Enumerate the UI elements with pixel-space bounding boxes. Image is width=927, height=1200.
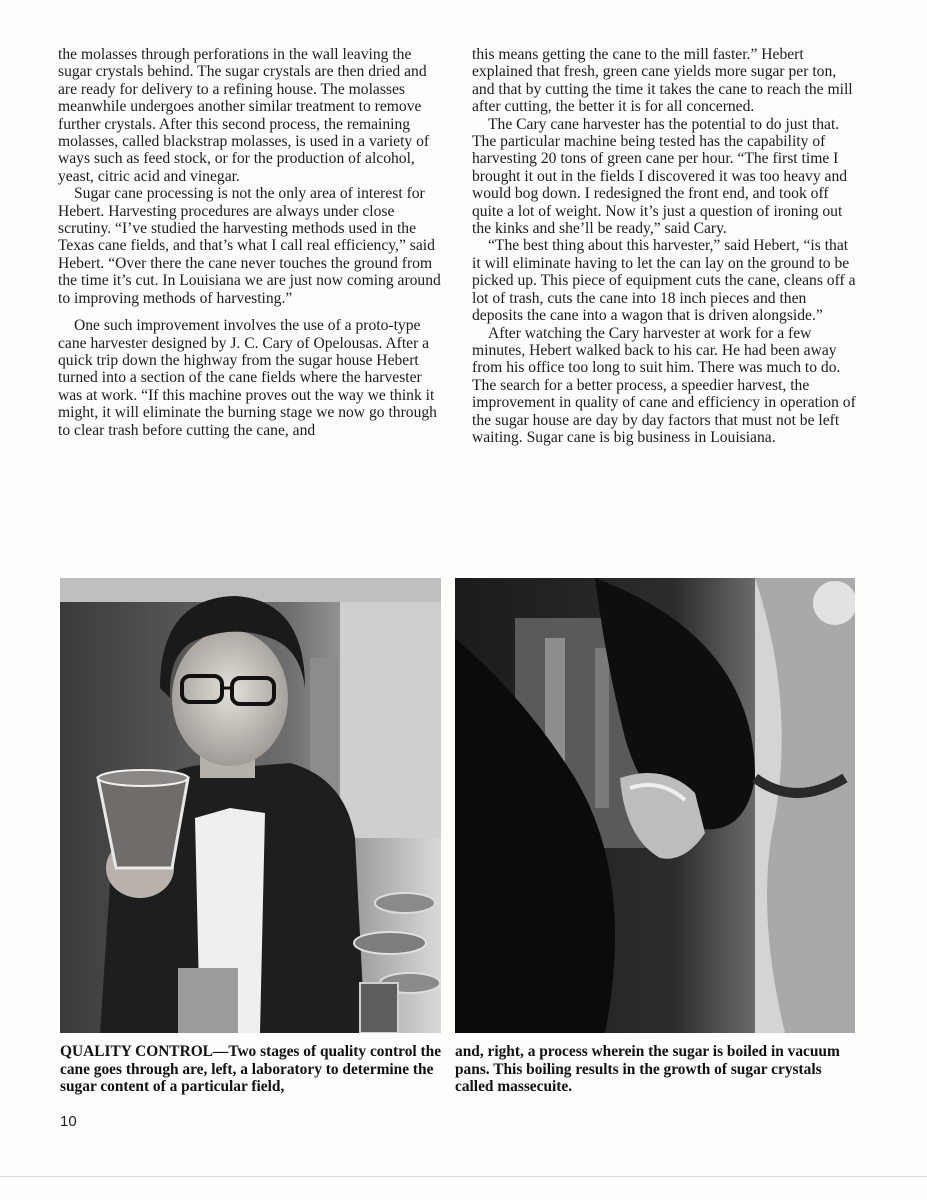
vacuum-pan-photo [455, 578, 855, 1033]
vacuum-pan-photo-illustration [455, 578, 855, 1033]
page-number: 10 [60, 1113, 77, 1130]
article-column-left [58, 46, 443, 439]
page-bottom-edge [0, 1176, 927, 1177]
paragraph: The Cary cane harvester has the potential to do just that. The particular machine being tested has the capability of harvesting 20 tons of green cane per hour. “The first time I brought it out in the fields I discovered it was too heavy and would bog down. I redesigned the front end, and took off quite a lot of weight. Now it’s just a question of ironing out the kinks and she’ll be ready,” said Cary. [472, 115, 848, 238]
paragraph: After watching the Cary harvester at work for a few minutes, Hebert walked back to his car. He had been away from his office too long to suit him. There was much to do. The search for a better process, a speedier harvest, the improvement in quality of cane and efficiency in operation of the sugar house are day by day factors that must not be left waiting. Sugar cane is big business in Louisiana. [472, 324, 856, 446]
paragraph: One such improvement involves the use of a proto-type cane harvester designed by J. C. Cary of Opelousas. After a quick trip down the highway from the sugar house Hebert turned into a section of the cane fields where the harvester was at work. “If this machine proves out the way we think it might, it will eliminate the burning stage we now go through to clear trash before cutting the cane, and [58, 317, 437, 439]
paragraph: “The best thing about this harvester,” said Hebert, “is that it will eliminate having to let the can lay on the ground to be picked up. This piece of equipment cuts the cane, cleans off a lot of trash, cuts the cane into 18 inch pieces and then deposits the cane into a wagon that is driven alongside.” [472, 237, 856, 325]
photo-caption-right: and, right, a process wherein the sugar is boiled in vacuum pans. This boiling results in the growth of sugar crystals called massecuite. [455, 1043, 840, 1096]
paragraph: the molasses through perforations in the wall leaving the sugar crystals behind. The sugar crystals are then dried and are ready for delivery to a refining house. The molasses meanwhile undergoes another similar treatment to remove further crystals. After this second process, the remaining molasses, called blackstrap molasses, is used in a variety of ways such as feed stock, or for the production of alcohol, yeast, citric acid and vinegar. [58, 46, 430, 185]
laboratory-photo-illustration [60, 578, 441, 1033]
photo-caption-left: QUALITY CONTROL—Two stages of quality control the cane goes through are, left, a laboratory to determine the sugar content of a particular field, [60, 1043, 442, 1096]
article-column-right [472, 46, 857, 446]
paragraph: Sugar cane processing is not the only area of interest for Hebert. Harvesting procedures are always under close scrutiny. “I’ve studied the harvesting methods used in the Texas cane fields, and that’s what I call real efficiency,” said Hebert. “Over there the cane never touches the ground from the time it’s cut. In Louisiana we are just now coming around to improving methods of harvesting.” [58, 185, 441, 307]
paragraph: this means getting the cane to the mill faster.” Hebert explained that fresh, green cane yields more sugar per ton, and that by cutting the time it takes the cane to reach the mill after cutting, the better it is for all concerned. [472, 46, 853, 116]
laboratory-photo [60, 578, 441, 1033]
